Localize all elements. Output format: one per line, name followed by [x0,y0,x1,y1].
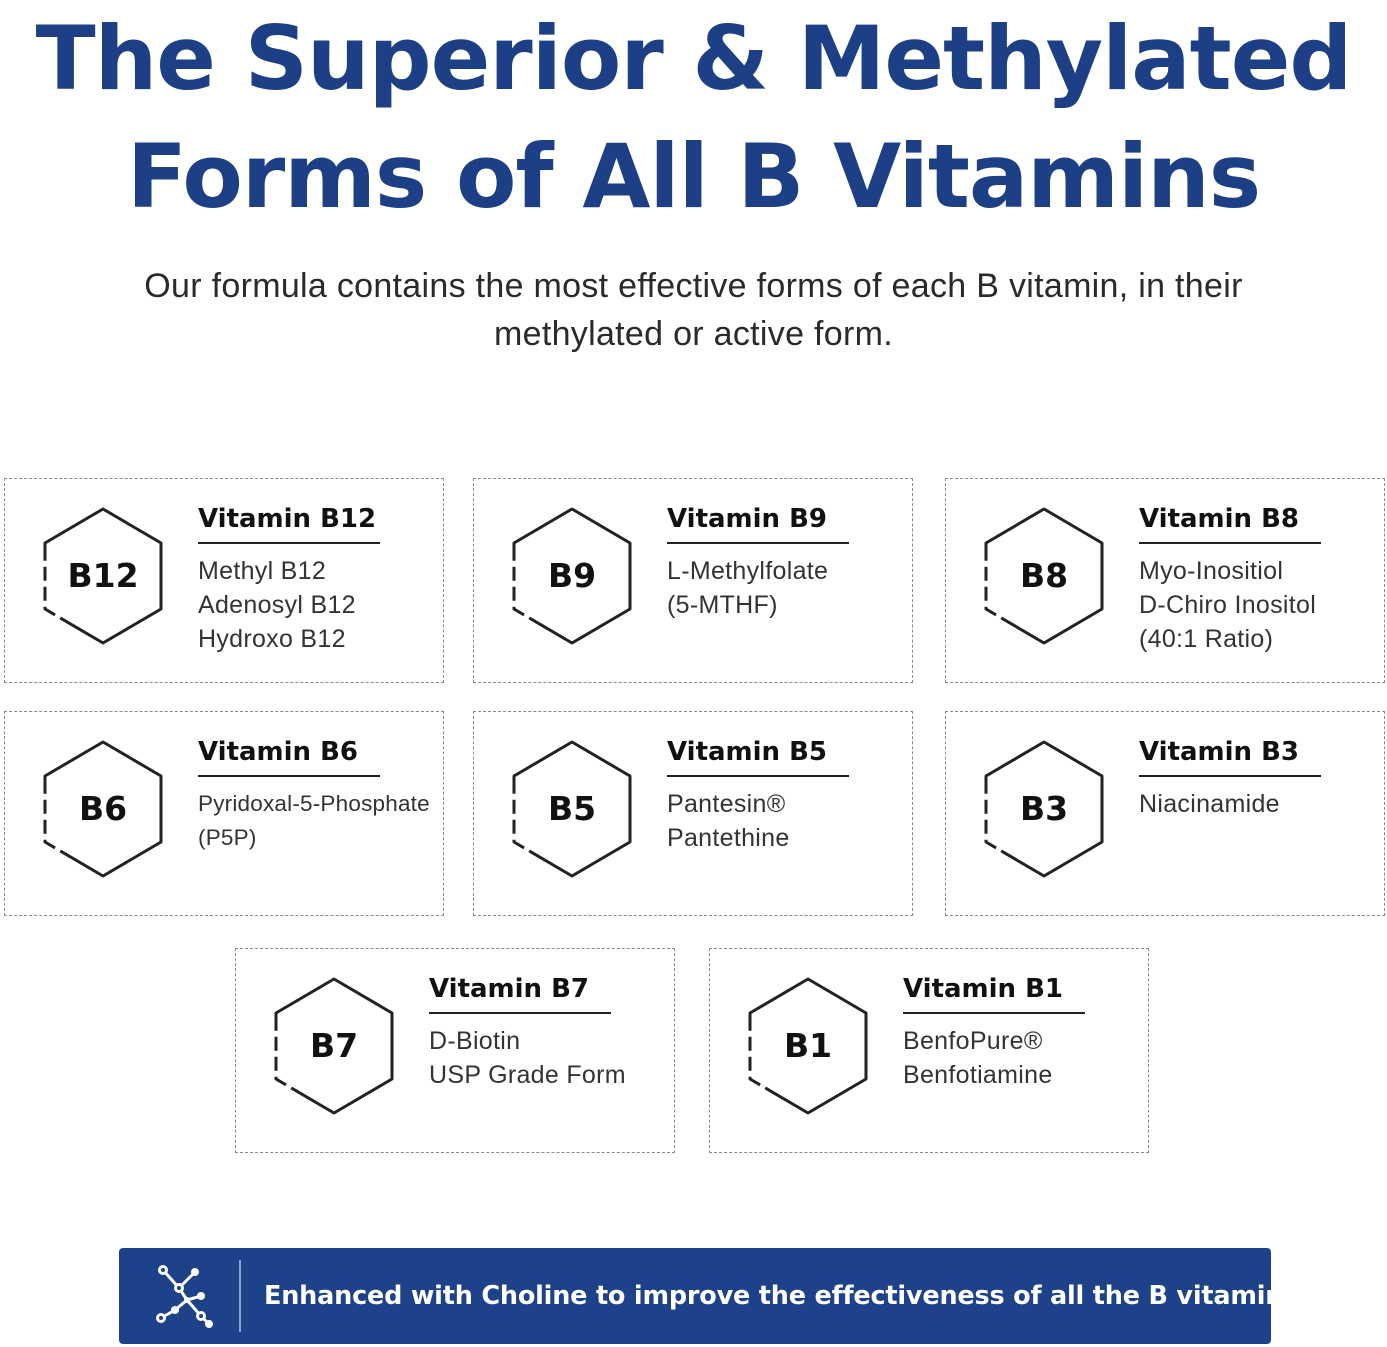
banner-divider [239,1260,241,1332]
vitamin-form: L-Methylfolate [667,557,829,585]
hexagon-icon [980,738,1108,880]
vitamin-name: Vitamin B3 [1139,737,1300,767]
vitamin-form: Myo-Inositiol [1139,557,1284,585]
vitamin-forms [198,554,438,656]
vitamin-form: Methyl B12 [198,557,327,585]
vitamin-card-b5 [473,711,913,916]
vitamin-card-b6 [4,711,444,916]
divider [198,775,380,777]
vitamin-form: D-Biotin [429,1027,521,1055]
divider [667,542,849,544]
vitamin-form: Benfotiamine [903,1061,1053,1089]
subtitle-line-1: Our formula contains the most effective forms of each B vitamin, in their [144,267,1243,305]
vitamin-form: Pantethine [667,824,790,852]
hexagon-icon [508,738,636,880]
vitamin-card-b3 [945,711,1385,916]
vitamin-name: Vitamin B8 [1139,504,1300,534]
page-subtitle [60,262,1327,358]
card-body [1139,734,1379,821]
vitamin-badge: B3 [1019,789,1069,828]
vitamin-name: Vitamin B7 [429,974,590,1004]
hexagon-icon [508,505,636,647]
vitamin-form: (5-MTHF) [667,591,778,619]
vitamin-form: Pyridoxal-5-Phosphate [198,791,430,816]
card-body [198,501,438,656]
vitamin-form: D-Chiro Inositol [1139,591,1317,619]
vitamin-name: Vitamin B5 [667,737,828,767]
divider [1139,775,1321,777]
vitamin-badge: B6 [78,789,128,828]
card-body [429,971,669,1092]
vitamin-card-b7 [235,948,675,1153]
hexagon-icon [270,975,398,1117]
vitamin-name: Vitamin B1 [903,974,1064,1004]
vitamin-form: BenfoPure® [903,1027,1043,1055]
card-body [198,734,438,855]
hexagon-icon [39,505,167,647]
title-line-2: Forms of All B Vitamins [126,125,1261,228]
vitamin-form: Pantesin® [667,790,786,818]
molecule-icon [149,1260,221,1332]
vitamin-form: Hydroxo B12 [198,625,346,653]
vitamin-name: Vitamin B9 [667,504,828,534]
divider [429,1012,611,1014]
vitamin-forms [1139,787,1379,821]
vitamin-card-b9 [473,478,913,683]
vitamin-badge: B8 [1019,556,1069,595]
vitamin-card-b12 [4,478,444,683]
banner-text: Enhanced with Choline to improve the effectiveness of all the B vitamins. [264,1281,1308,1311]
card-body [667,501,907,622]
vitamin-badge: B12 [67,556,139,595]
vitamin-forms [667,787,907,855]
divider [1139,542,1321,544]
card-body [1139,501,1379,656]
vitamin-forms [667,554,907,622]
vitamin-card-b1 [709,948,1149,1153]
vitamin-forms [1139,554,1379,656]
divider [667,775,849,777]
vitamin-form: (40:1 Ratio) [1139,625,1274,653]
vitamin-badge: B5 [547,789,597,828]
vitamin-badge: B1 [783,1026,833,1065]
hexagon-icon [744,975,872,1117]
vitamin-card-b8 [945,478,1385,683]
vitamin-forms [429,1024,669,1092]
choline-banner [119,1248,1308,1344]
vitamin-badge: B9 [547,556,597,595]
vitamin-forms [903,1024,1143,1092]
hexagon-icon [980,505,1108,647]
subtitle-line-2: methylated or active form. [494,315,893,353]
vitamin-form: (P5P) [198,825,257,850]
vitamin-form: USP Grade Form [429,1061,626,1089]
vitamin-form: Niacinamide [1139,790,1280,818]
hexagon-icon [39,738,167,880]
card-body [667,734,907,855]
page-title [0,0,1387,236]
divider [903,1012,1085,1014]
title-line-1: The Superior & Methylated [35,7,1352,110]
divider [198,542,380,544]
vitamin-name: Vitamin B12 [198,504,377,534]
vitamin-forms [198,787,438,855]
card-body [903,971,1143,1092]
vitamin-form: Adenosyl B12 [198,591,356,619]
vitamin-name: Vitamin B6 [198,737,359,767]
vitamin-badge: B7 [309,1026,359,1065]
